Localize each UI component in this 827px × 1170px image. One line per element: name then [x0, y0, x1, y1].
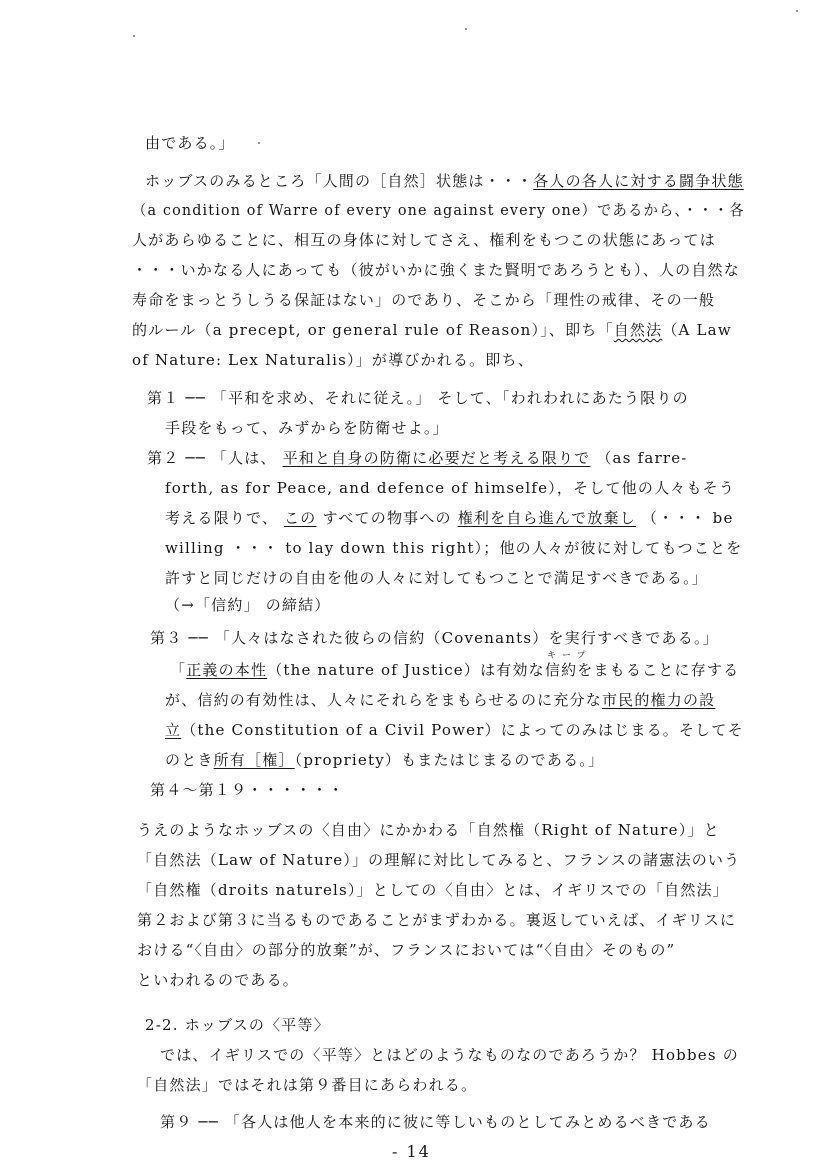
text-line: のとき所有［権］（propriety）もまたはじまるのである。」 [165, 751, 605, 769]
text-line: 第４～第１９・・・・・・ [150, 781, 345, 799]
underlined-phrase: 所有［権］ [213, 751, 295, 769]
text-line: 第１ ── 「平和を求め、それに従え。」 そして、「われわれにあたう限りの [147, 389, 689, 407]
text-line: 第９ ── 「各人は他人を本来的に彼に等しいものとしてみとめるべきである [160, 1113, 711, 1131]
text-line: forth, as for Peace, and defence of himselfe），そして他の人々もそう [165, 479, 736, 497]
text-line: 的ルール（a precept, or general rule of Reason）」、即ち「自然法（A Law [132, 321, 732, 339]
text-line: おける“〈自由〉の部分的放棄”が、フランスにおいては“〈自由〉そのもの” [137, 941, 676, 959]
section-heading: 2-2. ホッブスの〈平等〉 [145, 1016, 330, 1034]
underlined-phrase: 立 [165, 721, 182, 739]
text-line: 考える限りで、 この すべての物事への 権利を自ら進んで放棄し （・・・ be [165, 509, 734, 527]
text-line: 許すと同じだけの自由を他の人々に対してもつことで満足すべきである。」 [165, 569, 709, 587]
text-line: 「正義の本性（the nature of Justice）は有効な信約をまもることに存する [170, 661, 740, 679]
text-line: of Nature: Lex Naturalis）」が導びかれる。即ち、 [132, 351, 534, 369]
underlined-phrase: 権利を自ら進んで放棄し [457, 509, 636, 527]
wavy-underlined-phrase: 自然法 [613, 321, 663, 339]
text-line: ・・・いかなる人にあっても（彼がいかに強くまた賢明であろうとも）、人の自然な [132, 261, 740, 279]
text-line: 「自然権（droits naturels）」としての〈自由〉とは、イギリスでの「自然法」 [137, 881, 729, 899]
scan-speck [258, 142, 260, 144]
page-number: - 14 [392, 1142, 431, 1161]
text-line: といわれるのである。 [137, 971, 300, 989]
text-line: 寿命をまっとうしうる保証はない」のであり、そこから「理性の戒律、その一般 [132, 291, 716, 309]
text-line: 第２ ── 「人は、 平和と自身の防衛に必要だと考える限りで （as farre- [147, 449, 688, 467]
underlined-phrase: 市民的権力の設 [601, 691, 716, 709]
ruby-annotation: キープ [547, 651, 592, 661]
text-line: （→「信約」 の締結） [165, 596, 331, 614]
text-line: （a condition of Warre of every one against every one）であるから、・・・各 [132, 201, 745, 219]
text-line: 「自然法」ではそれは第９番目にあらわれる。 [137, 1076, 478, 1094]
text-line: では、イギリスでの〈平等〉とはどのようなものなのであろうか？ Hobbes の [160, 1046, 739, 1064]
text-line: 手段をもって、みずからを防衛せよ。」 [165, 419, 449, 437]
text-line: 第２および第３に当るものであることがまずわかる。裏返していえば、イギリスに [137, 911, 737, 929]
underlined-phrase: この [284, 509, 317, 527]
text-line: 由である。」 [145, 134, 235, 152]
text-line: 「自然法（Law of Nature）」の理解に対比してみると、フランスの諸憲法のいう [137, 851, 741, 869]
underlined-phrase: 正義の本性 [186, 661, 268, 679]
text-line: willing ・・・ to lay down this right）；他の人々が彼に対してもつことを [165, 539, 743, 557]
scan-speck [465, 28, 467, 30]
text-line: ホッブスのみるところ「人間の［自然］状態は・・・各人の各人に対する闘争状態 [145, 172, 744, 190]
underlined-phrase: 平和と自身の防衛に必要だと考える限りで [282, 449, 591, 467]
scan-speck [133, 35, 135, 37]
text-line: 立（the Constitution of a Civil Power）によってのみはじまる。そしてそ [165, 721, 744, 739]
scan-speck [796, 10, 798, 12]
text-line: 人があらゆることに、相互の身体に対してさえ、権利をもつこの状態にあっては [132, 231, 716, 249]
text-line: 第３ ── 「人々はなされた彼らの信約（Covenants）を実行すべきである。」 [150, 629, 719, 647]
text-line: うえのようなホッブスの〈自由〉にかかわる「自然権（Right of Nature）」と [137, 821, 720, 839]
text-line: が、信約の有効性は、人々にそれらをまもらせるのに充分な市民的権力の設 [165, 691, 716, 709]
underlined-phrase: 各人の各人に対する闘争状態 [533, 172, 744, 190]
